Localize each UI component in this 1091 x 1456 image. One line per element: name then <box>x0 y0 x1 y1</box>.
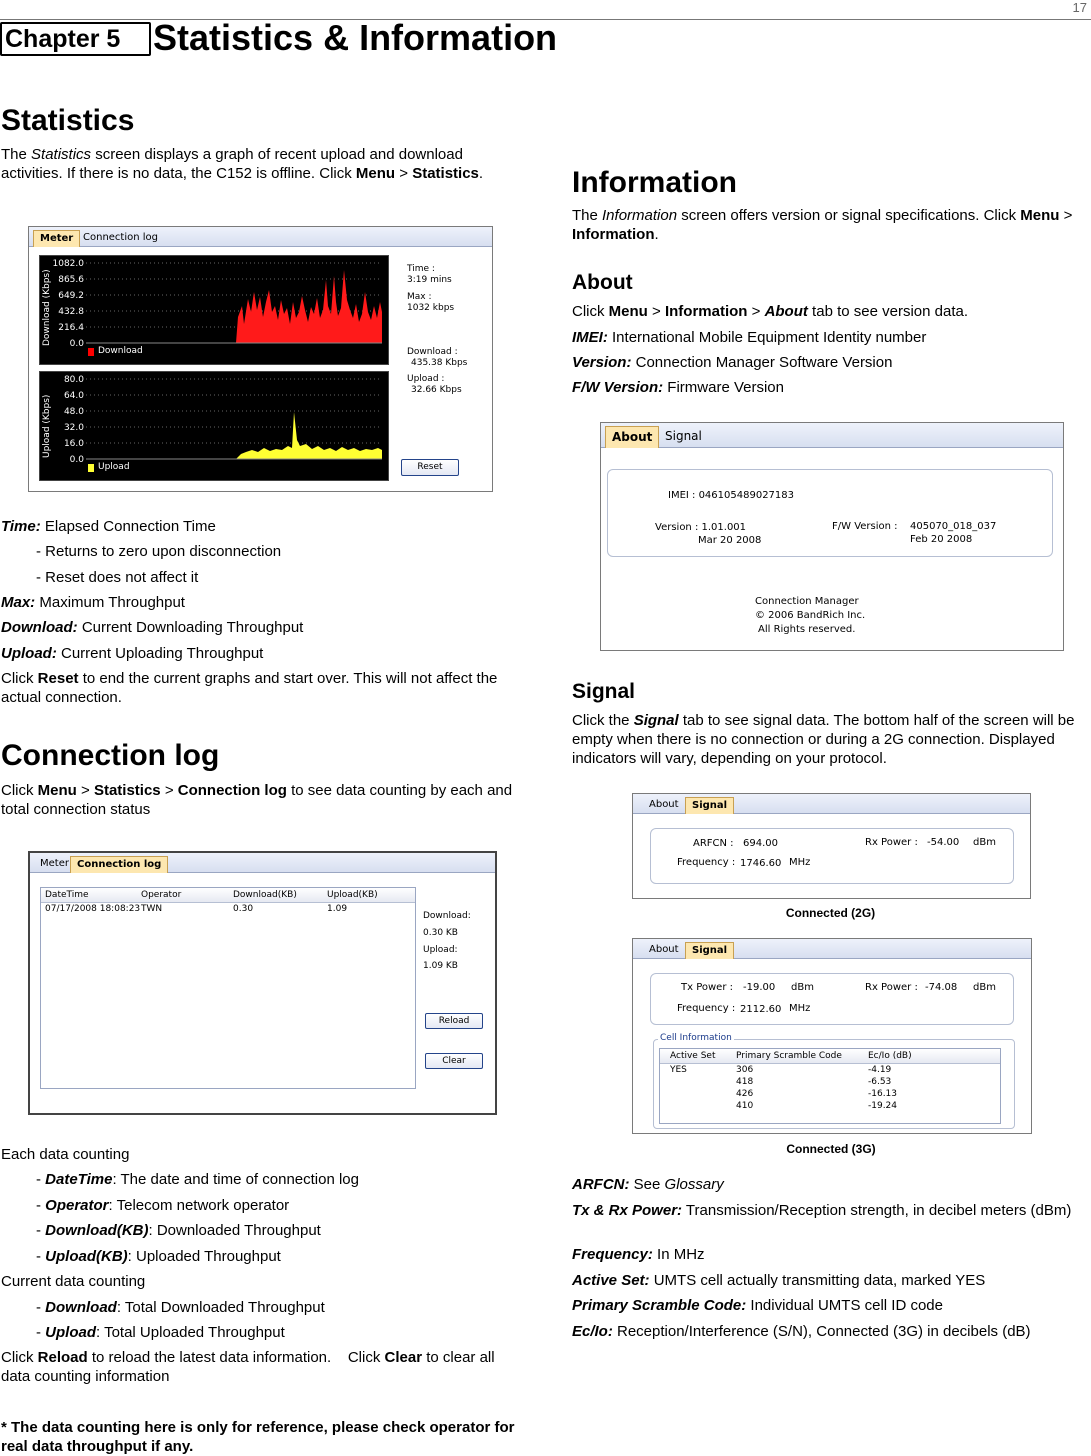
tab-about[interactable]: About <box>605 426 659 448</box>
signal-intro: Click the Signal tab to see signal data. The bottom half of the screen will be empty when there is no connection or during a 2G connection. Displayed indicators will vary, depending on your protocol. <box>572 712 1075 767</box>
rx-power-unit: dBm <box>973 837 996 848</box>
psc-def: Primary Scramble Code: Individual UMTS cell ID code <box>572 1297 943 1314</box>
time-label: Time : <box>407 264 435 274</box>
total-download-value: 0.30 KB <box>423 928 458 938</box>
cell-information-label: Cell Information <box>660 1033 732 1043</box>
cell-psc: 426 <box>736 1089 754 1099</box>
signal-3g-screenshot <box>632 938 1032 1134</box>
rx-power-unit: dBm <box>973 982 996 993</box>
power-def: Tx & Rx Power: Transmission/Reception strength, in decibel meters (dBm) <box>572 1202 1072 1219</box>
cell-download: 0.30 <box>233 904 254 914</box>
rx-power-label: Rx Power : <box>865 837 918 848</box>
chapter-label: Chapter 5 <box>5 25 121 53</box>
frequency-value: 1746.60 <box>740 858 782 869</box>
download-plot <box>86 262 382 344</box>
cm-name: Connection Manager <box>755 596 859 607</box>
frequency-label: Frequency : <box>677 1003 736 1014</box>
information-intro: The Information screen offers version or signal specifications. Click Menu > Information. <box>572 207 1073 243</box>
cell-psc: 418 <box>736 1077 754 1087</box>
signal-3g-panel <box>650 973 1014 1025</box>
time-sub1: - Returns to zero upon disconnection <box>36 543 282 560</box>
time-value: 3:19 mins <box>407 275 452 285</box>
total-upload-value: 1.09 KB <box>423 961 458 971</box>
tab-connection-log[interactable]: Connection log <box>83 232 159 243</box>
each-data-counting: Each data counting <box>1 1146 130 1163</box>
each-item: - DateTime: The date and time of connection log <box>36 1171 359 1188</box>
signal-2g-panel <box>650 828 1014 884</box>
cell-psc: 410 <box>736 1101 754 1111</box>
tab-bar <box>30 853 495 873</box>
cell-active-set: YES <box>670 1065 687 1075</box>
frequency-value: 2112.60 <box>740 1004 782 1015</box>
frequency-label: Frequency : <box>677 857 736 868</box>
caption-2g: Connected (2G) <box>785 906 876 920</box>
version-value: Version : 1.01.001 <box>655 522 747 533</box>
cell-information-group <box>653 1033 1015 1129</box>
fw-label: F/W Version : <box>832 521 898 532</box>
log-table <box>40 887 416 1089</box>
ul-tick: 0.0 <box>69 455 84 465</box>
chapter-title: Statistics & Information <box>153 17 558 58</box>
ecio-def: Ec/Io: Reception/Interference (S/N), Connected (3G) in decibels (dB) <box>572 1323 1031 1340</box>
download-label: Download : <box>407 347 458 357</box>
tab-meter[interactable]: Meter <box>33 230 80 247</box>
rx-power-value: -54.00 <box>927 837 960 848</box>
upload-graph <box>39 371 389 481</box>
tx-power-value: -19.00 <box>743 982 776 993</box>
ul-tick: 64.0 <box>63 391 84 401</box>
reload-paragraph: Click Reload to reload the latest data information. Click Clear to clear all data counting information <box>1 1349 499 1385</box>
page-number: 17 <box>1072 0 1087 15</box>
dl-tick: 216.4 <box>58 323 84 333</box>
ul-tick: 32.0 <box>63 423 84 433</box>
total-download-label: Download: <box>423 911 471 921</box>
frequency-unit: MHz <box>789 857 811 868</box>
download-graph <box>39 255 389 365</box>
tab-about[interactable]: About <box>649 799 679 810</box>
connection-log-intro: Click Menu > Statistics > Connection log to see data counting by each and total connection status <box>1 782 513 818</box>
cell-table <box>659 1048 1001 1124</box>
download-legend-swatch <box>88 348 94 356</box>
about-screenshot <box>600 422 1064 651</box>
current-item: - Download: Total Downloaded Throughput <box>36 1299 325 1316</box>
statistics-intro: The Statistics screen displays a graph of recent upload and download activities. If there is no data, the C152 is offline. Click Menu > Statistics. <box>1 146 484 182</box>
upload-label: Upload : <box>407 374 445 384</box>
tab-bar <box>633 939 1031 959</box>
cell-datetime: 07/17/2008 18:08:23 <box>45 904 141 914</box>
chapter-label-box <box>0 22 151 56</box>
time-sub2: - Reset does not affect it <box>36 569 199 586</box>
cell-psc: 306 <box>736 1065 754 1075</box>
col-primary-scramble-code[interactable]: Primary Scramble Code <box>736 1051 842 1061</box>
current-item: - Upload: Total Uploaded Throughput <box>36 1324 285 1341</box>
ul-tick: 16.0 <box>63 439 84 449</box>
connection-log-heading: Connection log <box>1 739 220 772</box>
cm-rights: All Rights reserved. <box>758 624 856 635</box>
each-item: - Upload(KB): Uploaded Throughput <box>36 1248 281 1265</box>
tab-signal[interactable]: Signal <box>665 429 702 443</box>
fw-date: Feb 20 2008 <box>910 534 973 545</box>
upload-axis-label: Upload (Kbps) <box>42 394 52 458</box>
imei-def: IMEI: International Mobile Equipment Identity number <box>572 329 927 346</box>
frequency-unit: MHz <box>789 1003 811 1014</box>
table-row[interactable] <box>660 1065 1000 1077</box>
each-item: - Operator: Telecom network operator <box>36 1197 290 1214</box>
tx-power-unit: dBm <box>791 982 814 993</box>
ul-tick: 48.0 <box>63 407 84 417</box>
upload-plot <box>86 378 382 460</box>
table-row[interactable] <box>41 904 415 916</box>
cell-ec-io: -6.53 <box>868 1077 892 1087</box>
col-download[interactable]: Download(KB) <box>233 890 297 900</box>
each-item: - Download(KB): Downloaded Throughput <box>36 1222 321 1239</box>
tab-signal[interactable]: Signal <box>685 942 734 959</box>
upload-def: Upload: Current Uploading Throughput <box>1 645 264 662</box>
frequency-def: Frequency: In MHz <box>572 1246 705 1263</box>
col-upload[interactable]: Upload(KB) <box>327 890 378 900</box>
total-upload-label: Upload: <box>423 945 458 955</box>
imei-value: IMEI : 046105489027183 <box>668 490 795 501</box>
tab-bar <box>633 794 1030 814</box>
dl-tick: 649.2 <box>58 291 84 301</box>
cell-table-header <box>660 1049 1000 1064</box>
cm-copyright: © 2006 BandRich Inc. <box>755 610 866 621</box>
note: * The data counting here is only for reference, please check operator for real data throughput if any. <box>1 1419 515 1455</box>
about-info-panel <box>607 469 1053 557</box>
fw-value: 405070_018_037 <box>910 521 997 532</box>
col-datetime[interactable]: DateTime <box>45 890 89 900</box>
col-ec-io[interactable]: Ec/Io (dB) <box>868 1051 912 1061</box>
tab-meter[interactable]: Meter <box>40 858 69 869</box>
signal-2g-screenshot <box>632 793 1031 899</box>
caption-3g: Connected (3G) <box>786 1142 876 1156</box>
tab-about[interactable]: About <box>649 944 679 955</box>
table-row[interactable] <box>660 1101 1000 1113</box>
statistics-heading: Statistics <box>1 104 135 137</box>
table-row[interactable] <box>660 1089 1000 1101</box>
upload-legend-swatch <box>88 464 94 472</box>
max-def: Max: Maximum Throughput <box>1 594 185 611</box>
clear-button[interactable]: Clear <box>425 1053 483 1069</box>
arfcn-label: ARFCN : <box>693 838 734 849</box>
download-legend-label: Download <box>98 346 143 356</box>
col-active-set[interactable]: Active Set <box>670 1051 716 1061</box>
max-value: 1032 kbps <box>407 303 455 313</box>
information-heading: Information <box>572 166 737 199</box>
cell-ec-io: -16.13 <box>868 1089 898 1099</box>
upload-legend-label: Upload <box>98 462 130 472</box>
cell-ec-io: -4.19 <box>868 1065 892 1075</box>
cell-operator: TWN <box>141 904 163 914</box>
time-def: Time: Elapsed Connection Time <box>1 518 216 535</box>
col-operator[interactable]: Operator <box>141 890 182 900</box>
connection-log-screenshot <box>28 851 497 1115</box>
tab-connection-log[interactable]: Connection log <box>70 856 168 873</box>
fw-version-def: F/W Version: Firmware Version <box>572 379 784 396</box>
reset-paragraph: Click Reset to end the current graphs and start over. This will not affect the actual connection. <box>1 670 498 706</box>
table-row[interactable] <box>660 1077 1000 1089</box>
about-intro: Click Menu > Information > About tab to see version data. <box>572 303 968 320</box>
dl-tick: 432.8 <box>58 307 84 317</box>
arfcn-value: 694.00 <box>743 838 778 849</box>
about-heading: About <box>572 271 633 294</box>
download-axis-label: Download (Kbps) <box>42 269 52 346</box>
max-label: Max : <box>407 292 432 302</box>
tab-bar <box>601 423 1063 448</box>
current-data-counting: Current data counting <box>1 1273 146 1290</box>
tx-power-label: Tx Power : <box>681 982 733 993</box>
signal-heading: Signal <box>572 680 636 703</box>
version-def: Version: Connection Manager Software Version <box>572 354 893 371</box>
log-table-header <box>41 888 415 903</box>
version-date: Mar 20 2008 <box>698 535 762 546</box>
upload-value: 32.66 Kbps <box>411 385 462 395</box>
meter-screenshot <box>28 226 493 492</box>
active-set-def: Active Set: UMTS cell actually transmitting data, marked YES <box>572 1272 986 1289</box>
ul-tick: 80.0 <box>63 375 84 385</box>
download-value: 435.38 Kbps <box>411 358 468 368</box>
tab-signal[interactable]: Signal <box>685 797 734 814</box>
dl-tick: 1082.0 <box>52 259 84 269</box>
dl-tick: 865.6 <box>58 275 84 285</box>
cell-ec-io: -19.24 <box>868 1101 898 1111</box>
reload-button[interactable]: Reload <box>425 1013 483 1029</box>
cell-upload: 1.09 <box>327 904 348 914</box>
dl-tick: 0.0 <box>69 339 84 349</box>
download-def: Download: Current Downloading Throughput <box>1 619 304 636</box>
arfcn-def: ARFCN: See Glossary <box>572 1176 724 1193</box>
tab-bar <box>29 227 492 247</box>
rx-power-value: -74.08 <box>925 982 958 993</box>
rx-power-label: Rx Power : <box>865 982 918 993</box>
reset-button[interactable]: Reset <box>401 459 459 476</box>
